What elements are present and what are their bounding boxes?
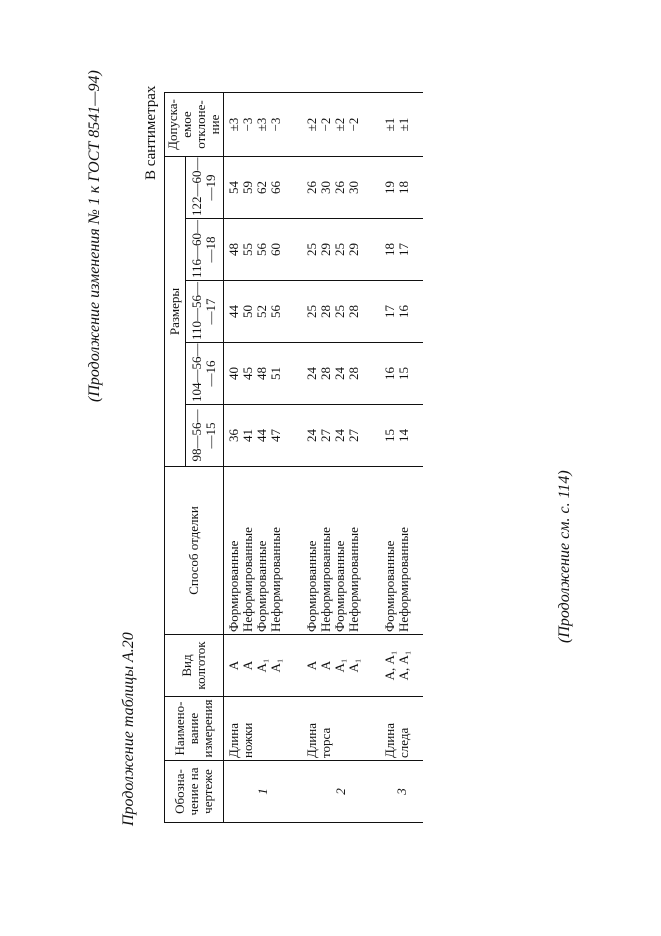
size-values-cell: 19 18 (380, 157, 423, 219)
size-values-cell: 24 28 24 28 (302, 343, 380, 405)
table-caption: Продолжение таблицы А.20 (120, 632, 137, 826)
type-cell: А А А₁ А₁ (302, 635, 380, 697)
size-table-wrapper (164, 93, 412, 823)
size-values-cell: 25 29 25 29 (302, 219, 380, 281)
finish-cell: Формированные Неформированные Формированные Неформированные (302, 467, 380, 635)
measurement-cell: Длина торса (302, 697, 380, 761)
size-values-cell: 26 30 26 30 (302, 157, 380, 219)
header-row (165, 93, 186, 823)
type-header: Вид колготок (165, 635, 224, 697)
tolerance-cell: ±3 −3 ±3 −3 (224, 93, 303, 157)
size-header: 98—56— —15 (185, 405, 223, 467)
size-values-cell: 17 16 (380, 281, 423, 343)
sizes-group-header: Размеры (165, 157, 186, 467)
tolerance-cell: ±1 ±1 (380, 93, 423, 157)
measurement-cell: Длина следа (380, 697, 423, 761)
table-row (302, 93, 380, 823)
size-values-cell: 48 55 56 60 (224, 219, 303, 281)
size-values-cell: 24 27 24 27 (302, 405, 380, 467)
designation-cell: 1 (224, 761, 303, 823)
continuation-note: (Продолжение см. с. 114) (556, 470, 573, 643)
size-table (164, 92, 423, 823)
type-cell: А А А₁ А₁ (224, 635, 303, 697)
measurement-header: Наимено- вание измерения (165, 697, 224, 761)
size-header: 104—56— —16 (185, 343, 223, 405)
size-header: 122—60— —19 (185, 157, 223, 219)
size-values-cell: 15 14 (380, 405, 423, 467)
finish-header: Способ отделки (165, 467, 224, 635)
finish-cell: Формированные Неформированные (380, 467, 423, 635)
table-row (224, 93, 303, 823)
designation-header: Обозна- чение на чертеже (165, 761, 224, 823)
units-label: В сантиметрах (143, 85, 159, 180)
size-values-cell: 54 59 62 66 (224, 157, 303, 219)
size-values-cell: 36 41 44 47 (224, 405, 303, 467)
type-cell: А, А₁ А, А₁ (380, 635, 423, 697)
tolerance-header: Допуска- емое отклоне- ние (165, 93, 224, 157)
measurement-cell: Длина ножки (224, 697, 303, 761)
size-values-cell: 18 17 (380, 219, 423, 281)
table-row (380, 93, 423, 823)
size-values-cell: 40 45 48 51 (224, 343, 303, 405)
size-header: 110—56— —17 (185, 281, 223, 343)
tolerance-cell: ±2 −2 ±2 −2 (302, 93, 380, 157)
finish-cell: Формированные Неформированные Формированные Неформированные (224, 467, 303, 635)
designation-cell: 2 (302, 761, 380, 823)
size-header: 116—60— —18 (185, 219, 223, 281)
designation-cell: 3 (380, 761, 423, 823)
size-values-cell: 44 50 52 56 (224, 281, 303, 343)
size-values-cell: 16 15 (380, 343, 423, 405)
size-values-cell: 25 28 25 28 (302, 281, 380, 343)
page-header: (Продолжение изменения № 1 к ГОСТ 8541—94) (86, 70, 103, 402)
